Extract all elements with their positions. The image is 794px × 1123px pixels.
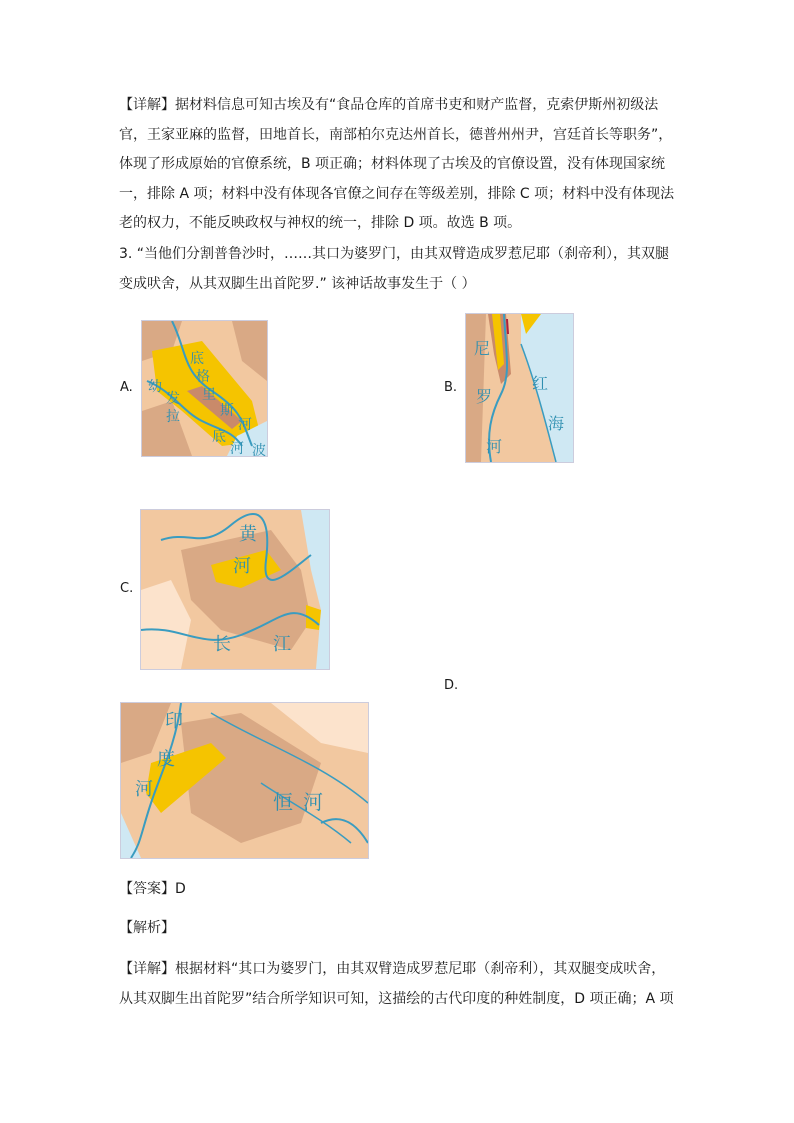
answer-text: 【答案】D <box>119 881 186 897</box>
text-line: 一，排除 A 项；材料中没有体现各官僚之间存在等级差别，排除 C 项；材料中没有体现法 <box>119 185 675 202</box>
text-line: 从其双脚生出首陀罗”结合所学知识可知，这描绘的古代印度的种姓制度，D 项正确；A 项 <box>119 990 674 1007</box>
map-text-yin: 印 <box>165 711 183 732</box>
map-text-di: 底 <box>190 351 204 367</box>
text-line: 官，王家亚麻的监督，田地首长，南部柏尔克达州首长，德普州州尹，宫廷首长等职务”， <box>119 126 673 143</box>
text-line: 变成吠舍，从其双脚生出首陀罗.” 该神话故事发生于（ ） <box>119 275 476 292</box>
text-line: 【详解】根据材料“其口为婆罗门，由其双臂造成罗惹尼耶（刹帝利），其双腿变成吠舍， <box>119 961 666 977</box>
map-text-you: 幼 <box>148 379 162 395</box>
q2-detail-paragraph <box>119 91 679 239</box>
map-text-he: 河 <box>233 556 251 577</box>
text-line: 【详解】据材料信息可知古埃及有“食品仓库的首席书吏和财产监督，克索伊斯州初级法 <box>119 97 659 113</box>
map-text-si: 斯 <box>220 403 234 419</box>
text-line: 体现了形成原始的官僚系统，B 项正确；材料体现了古埃及的官僚设置，没有体现国家统 <box>119 156 666 172</box>
map-text-la: 拉 <box>166 409 180 425</box>
q3-detail-paragraph <box>119 955 679 1014</box>
map-text-bo: 波 <box>252 443 266 456</box>
map-text-he: 河 <box>486 437 503 456</box>
answer-line <box>119 875 679 905</box>
option-b-map-nile[interactable] <box>465 313 574 463</box>
map-text-he: 河 <box>238 417 252 433</box>
option-a-map-mesopotamia[interactable] <box>141 320 268 457</box>
map-text-hai: 海 <box>548 414 565 433</box>
map-text-heng: 恒 <box>273 790 293 814</box>
map-text-chang: 长 <box>213 634 231 655</box>
map-text-jiang: 江 <box>273 634 291 655</box>
option-d-label[interactable]: D. <box>444 678 459 693</box>
map-text-hong: 红 <box>532 374 549 393</box>
option-c-map-china[interactable] <box>140 509 330 670</box>
analysis-heading-text: 【解析】 <box>119 920 175 936</box>
analysis-heading <box>119 914 679 944</box>
map-text-he: 河 <box>135 779 153 800</box>
text-line: 老的权力，不能反映政权与神权的统一，排除 D 项。故选 B 项。 <box>119 215 522 231</box>
map-text-huang: 黄 <box>239 524 257 545</box>
map-text-he2: 河 <box>230 441 244 456</box>
option-a-label[interactable]: A. <box>120 380 133 395</box>
map-text-fa: 发 <box>166 391 180 407</box>
map-text-du: 度 <box>157 749 175 770</box>
map-text-li: 里 <box>202 387 216 403</box>
map-text-di2: 底 <box>212 429 226 445</box>
map-text-luo: 罗 <box>476 387 493 406</box>
question-3-stem <box>119 240 679 299</box>
option-c-label[interactable]: C. <box>120 581 134 596</box>
map-text-ni: 尼 <box>474 339 491 358</box>
map-text-he2: 河 <box>303 790 323 814</box>
map-text-ge: 格 <box>196 369 210 385</box>
option-b-label[interactable]: B. <box>444 380 458 395</box>
text-line: 3. “当他们分割普鲁沙时，……其口为婆罗门，由其双臂造成罗惹尼耶（刹帝利），其双腿 <box>119 246 670 262</box>
option-d-map-india[interactable] <box>120 702 369 859</box>
